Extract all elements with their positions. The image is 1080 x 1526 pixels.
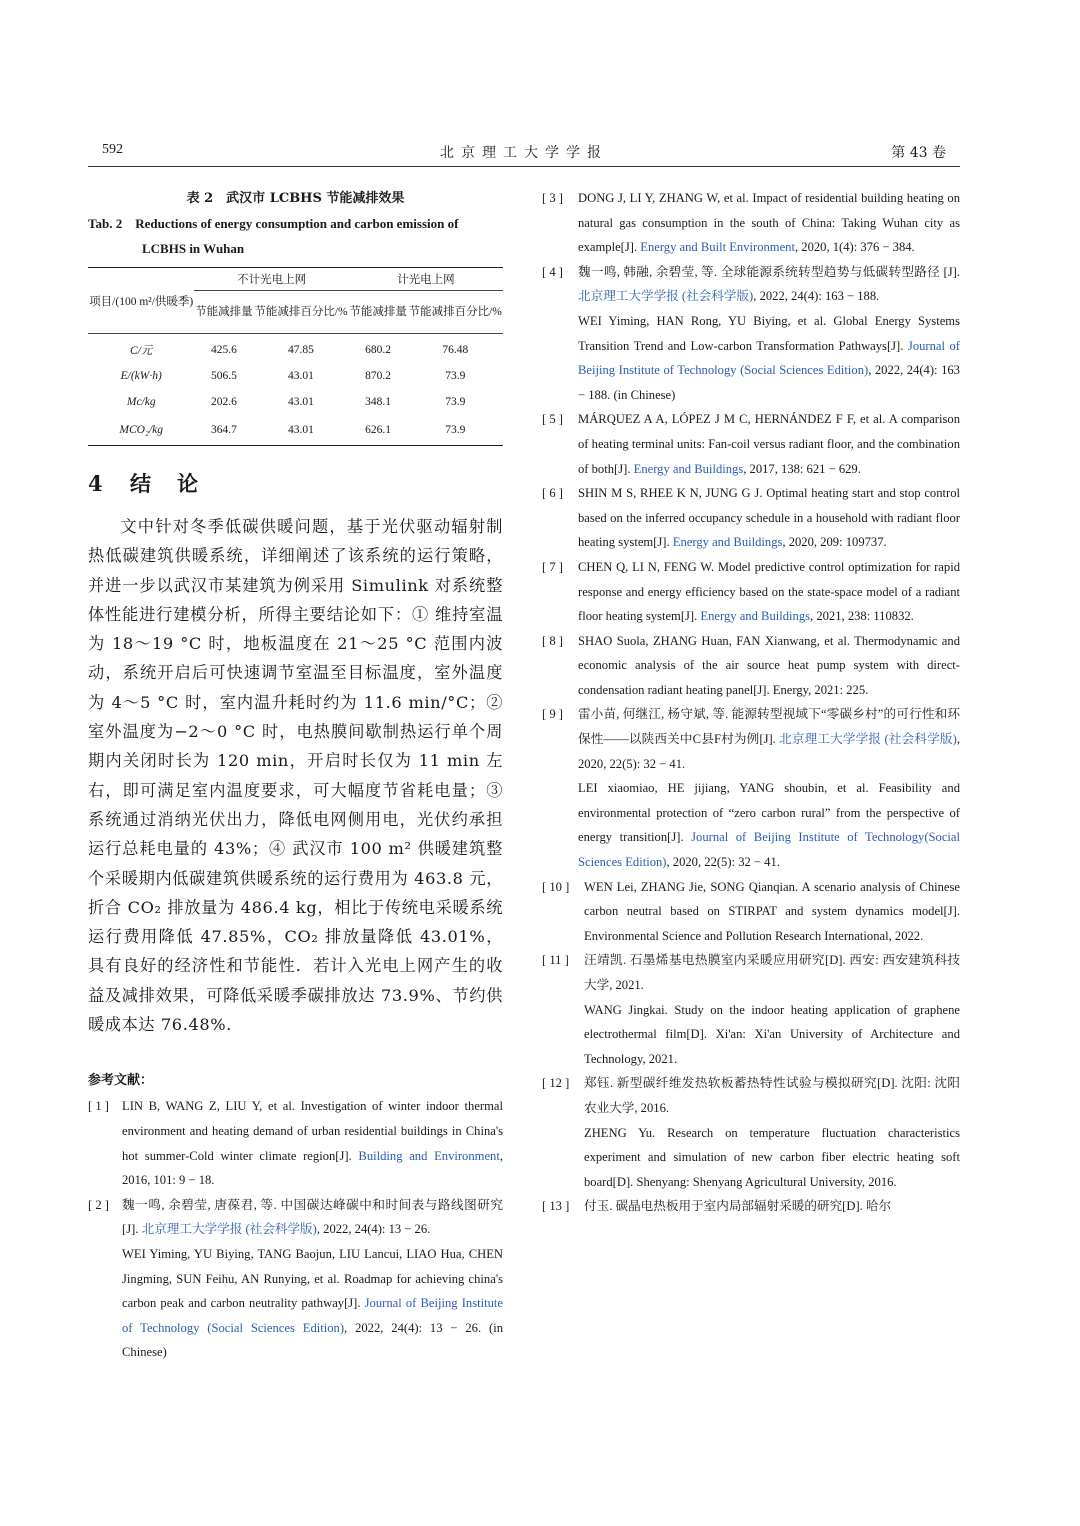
row-item: MCO₂/kg xyxy=(88,415,194,446)
section-number: 4 xyxy=(88,471,103,496)
right-column xyxy=(542,186,960,1219)
results-table xyxy=(88,267,503,446)
page-number: 592 xyxy=(102,142,123,157)
cell: 425.6 xyxy=(194,334,253,364)
journal-title: 北京理工大学学报 xyxy=(440,145,608,161)
reference-link[interactable]: Building and Environment xyxy=(358,1148,500,1163)
cell: 626.1 xyxy=(349,415,408,446)
reference-link[interactable]: 北京理工大学学报 (社会科学版) xyxy=(141,1222,317,1237)
cell: 47.85 xyxy=(253,334,348,364)
cell: 73.9 xyxy=(445,396,466,408)
row-item: E/(kW·h) xyxy=(120,370,162,382)
references-heading: 参考文献： xyxy=(88,1073,154,1089)
reference-item: [ 11 ] 汪靖凯. 石墨烯基电热膜室内采暖应用研究[D]. 西安: 西安建筑科技大学, 2021. WANG Jingkai. Study on the indoor heating application of graphene electrothermal film[D]. Xi'an: Xi'an University of Architecture and Technology, 2021. xyxy=(542,953,960,1066)
row-item: C/元 xyxy=(88,334,194,364)
reference-item: [ 1 ] LIN B, WANG Z, LIU Y, et al. Investigation of winter indoor thermal environment and heating demand of urban residential buildings in China's hot summer-Cold winter climate region[J]. Building and Environment, 2016, 101: 9 − 18. xyxy=(88,1099,503,1188)
cell: 73.9 xyxy=(408,415,503,446)
conclusion-paragraph: 文中针对冬季低碳供暖问题，基于光伏驱动辐射制热低碳建筑供暖系统，详细阐述了该系统的运行策略，并进一步以武汉市某建筑为例采用 Simulink 对系统整体性能进行建模分析，所得主要结论如下：① 维持室温为 18～19 °C 时，地板温度在 21～25 °C 范围内波动，系统开启后可快速调节室温至目标温度，室外温度为 4～5 °C 时，室内温升耗时约为 11.6 min/°C；② 室外温度为−2～0 °C 时，电热膜间歇制热运行单个周期内关闭时长为 120 min，开启时长仅为 11 min 左右，即可满足室内温度要求，可大幅度节省耗电量；③ 系统通过消纳光伏出力，降低电网侧用电，光伏约承担运行总耗电量的 43%；④ 武汉市 100 m² 供暖建筑整个采暖期内低碳建筑供暖系统的运行费用为 463.8 元，折合 CO₂ 排放量为 486.4 kg，相比于传统电采暖系统运行费用降低 47.85%，CO₂ 排放量降低 43.01%，具有良好的经济性和节能性．若计入光电上网产生的收益及减排效果，可降低采暖季碳排放达 73.9%、节约供暖成本达 76.48%． xyxy=(88,517,503,1035)
section-title: 结论 xyxy=(130,471,224,496)
cell: 43.01 xyxy=(253,415,348,446)
reference-link[interactable]: 北京理工大学学报 (社会科学版) xyxy=(578,289,754,304)
table-row xyxy=(88,334,503,364)
sub-header-percent: 节能减排百分比/% xyxy=(254,305,348,318)
table-row xyxy=(88,415,503,446)
cell: 43.01 xyxy=(288,370,314,382)
cell: 202.6 xyxy=(210,396,237,408)
table-row xyxy=(88,363,503,389)
reference-item: [ 6 ] SHIN M S, RHEE K N, JUNG G J. Optimal heating start and stop control based on the inferred occupancy schedule in a household with radiant floor heating system[J]. Energy and Buildings, 2020, 209: 109737. xyxy=(542,486,960,550)
references-left xyxy=(88,1094,503,1365)
reference-item: [ 13 ] 付玉. 碳晶电热板用于室内局部辐射采暖的研究[D]. 哈尔 xyxy=(542,1199,892,1214)
group-header-2: 计光电上网 xyxy=(349,268,503,291)
section-heading xyxy=(88,468,503,498)
reference-link[interactable]: Energy and Buildings xyxy=(672,535,783,550)
reference-link[interactable]: Journal of Beijing Institute of Technology(Social Sciences Edition) xyxy=(578,830,960,870)
sub-header-saving: 节能减排量 xyxy=(195,305,253,318)
page-header xyxy=(88,140,960,167)
reference-item: [ 9 ] 雷小苗, 何继江, 杨守斌, 等. 能源转型视域下“零碳乡村”的可行性和环保性——以陕西关中C县F村为例[J]. 北京理工大学学报 (社会科学版), 2020, 22(5): 32 − 41. LEI xiaomiao, HE jijiang, YANG shoubin, et al. Feasibility and environmental protection of “zero carbon rural” from the perspective of energy transition[J]. Journal of Beijing Institute of Technology(Social Sciences Edition), 2020, 22(5): 32 − 41. xyxy=(542,707,960,870)
sub-header-percent: 节能减排百分比/% xyxy=(408,305,502,318)
reference-item: [ 4 ] 魏一鸣, 韩融, 余碧莹, 等. 全球能源系统转型趋势与低碳转型路径 [J]. 北京理工大学学报 (社会科学版), 2022, 24(4): 163 − 188. WEI Yiming, HAN Rong, YU Biying, et al. Global Energy Systems Transition Trend and Low-carbon Transformation Pathways[J]. Journal of Beijing Institute of Technology (Social Sciences Edition), 2022, 24(4): 163 − 188. (in Chinese) xyxy=(542,264,961,402)
cell: 76.48 xyxy=(408,334,503,364)
group-header-1: 不计光电上网 xyxy=(194,268,348,291)
cell: 870.2 xyxy=(365,370,392,382)
reference-item: [ 3 ] DONG J, LI Y, ZHANG W, et al. Impact of residential building heating on natural gas consumption in the south of China: Taking Wuhan city as example[J]. Energy and Built Environment, 2020, 1(4): 376 − 384. xyxy=(542,191,960,255)
cell: 364.7 xyxy=(194,415,253,446)
table-caption-cn: 表 2 武汉市 LCBHS 节能减排效果 xyxy=(186,191,405,206)
table-caption-en: Tab. 2 Reductions of energy consumption and carbon emission of LCBHS in Wuhan xyxy=(88,216,459,256)
sub-header-saving: 节能减排量 xyxy=(349,305,407,318)
left-column xyxy=(88,186,503,1365)
reference-link[interactable]: Journal of Beijing Institute of Technology (Social Sciences Edition) xyxy=(578,338,961,378)
reference-item: [ 2 ] 魏一鸣, 余碧莹, 唐葆君, 等. 中国碳达峰碳中和时间表与路线图研究[J]. 北京理工大学学报 (社会科学版), 2022, 24(4): 13 − 26. WEI Yiming, YU Biying, TANG Baojun, LIU Lancui, LIAO Hua, CHEN Jingming, SUN Feihu, AN Runying, et al. Roadmap for achieving china's carbon peak and carbon neutrality pathway[J]. Journal of Beijing Institute of Technology (Social Sciences Edition), 2022, 24(4): 13 − 26. (in Chinese) xyxy=(88,1197,503,1360)
reference-item: [ 5 ] MÁRQUEZ A A, LÓPEZ J M C, HERNÁNDEZ F F, et al. A comparison of heating terminal units: Fan-coil versus radiant floor, and the combination of both[J]. Energy and Buildings, 2017, 138: 621 − 629. xyxy=(542,412,960,476)
row-item: Mc/kg xyxy=(126,396,156,408)
cell: 506.5 xyxy=(210,370,237,382)
reference-link[interactable]: 北京理工大学学报 (社会科学版) xyxy=(779,732,957,747)
cell: 73.9 xyxy=(445,370,466,382)
cell: 680.2 xyxy=(349,334,408,364)
table-row xyxy=(88,389,503,415)
reference-item: [ 7 ] CHEN Q, LI N, FENG W. Model predictive control optimization for rapid response and energy efficiency based on the state-space model of a radiant floor heating system[J]. Energy and Buildings, 2021, 238: 110832. xyxy=(542,559,960,624)
row-header: 项目/(100 m²/供暖季) xyxy=(88,268,194,334)
reference-link[interactable]: Energy and Built Environment xyxy=(640,240,795,255)
cell: 348.1 xyxy=(365,396,392,408)
reference-item: [ 12 ] 郑钰. 新型碳纤维发热软板蓄热特性试验与模拟研究[D]. 沈阳: 沈阳农业大学, 2016. ZHENG Yu. Research on temperature fluctuation characteristics experiment and simulation of new carbon fiber electric heating soft board[D]. Shenyang: Shenyang Agricultural University, 2016. xyxy=(542,1076,960,1189)
reference-item: [ 10 ] WEN Lei, ZHANG Jie, SONG Qianqian. A scenario analysis of Chinese carbon neutral based on STIRPAT and system dynamics model[J]. Environmental Science and Pollution Research International, 2022. xyxy=(542,879,960,943)
reference-item: [ 8 ] SHAO Suola, ZHANG Huan, FAN Xianwang, et al. Thermodynamic and economic analysis of the air source heat pump system with direct-condensation radiant heating panel[J]. Energy, 2021: 225. xyxy=(542,633,960,697)
volume-label: 第 43 卷 xyxy=(891,145,946,161)
reference-link[interactable]: Journal of Beijing Institute of Technology (Social Sciences Edition) xyxy=(122,1296,503,1335)
reference-link[interactable]: Energy and Buildings xyxy=(633,461,744,476)
reference-link[interactable]: Energy and Buildings xyxy=(700,609,811,624)
cell: 43.01 xyxy=(288,396,314,408)
